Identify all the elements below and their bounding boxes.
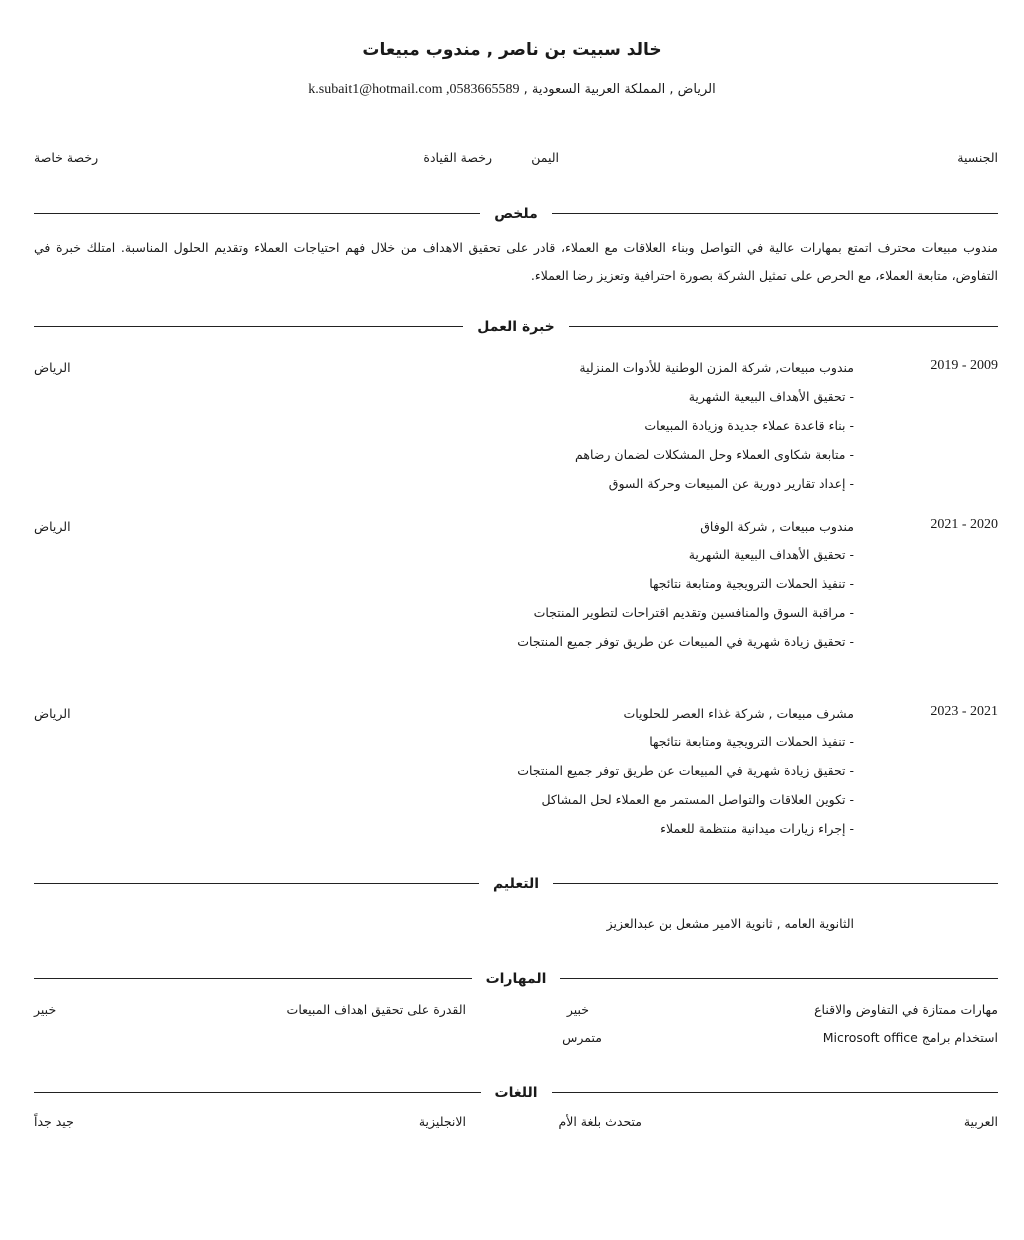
- job-location: الرياض: [34, 360, 71, 375]
- job-years: 2019 - 2009: [930, 358, 998, 373]
- experience-section-header: [34, 316, 998, 336]
- contact-location: الرياض , المملكة العربية السعودية ,: [523, 82, 716, 97]
- job-bullet: - تنفيذ الحملات الترويجية ومتابعة نتائجها: [649, 734, 854, 749]
- job-bullet: - تحقيق الأهداف البيعية الشهرية: [688, 547, 854, 562]
- license-label: رخصة القيادة: [423, 150, 492, 165]
- language-name: الانجليزية: [418, 1114, 466, 1129]
- skill-level: خبير: [566, 1002, 589, 1017]
- education-entry: الثانوية العامه , ثانوية الامير مشعل بن عبدالعزيز: [606, 916, 854, 931]
- contact-phone-email: k.subait1@hotmail.com ,0583665589: [308, 82, 520, 97]
- job-bullet: - تنفيذ الحملات الترويجية ومتابعة نتائجها: [649, 576, 854, 591]
- job-bullet: - تكوين العلاقات والتواصل المستمر مع العملاء لحل المشاكل: [541, 792, 854, 807]
- job-bullet: - إجراء زيارات ميدانية منتظمة للعملاء: [660, 821, 854, 836]
- language-name: العربية: [963, 1114, 998, 1129]
- job-location: الرياض: [34, 706, 71, 721]
- contact-line: [0, 82, 1024, 98]
- job-title: مندوب مبيعات , شركة الوفاق: [700, 519, 854, 534]
- job-bullet: - تحقيق زيادة شهرية في المبيعات عن طريق توفر جميع المنتجات: [517, 763, 854, 778]
- job-bullet: - بناء قاعدة عملاء جديدة وزيادة المبيعات: [644, 418, 854, 433]
- skill-name: مهارات ممتازة في التفاوض والاقناع: [814, 1002, 998, 1017]
- languages-title: اللغات: [481, 1085, 552, 1101]
- skills-section-header: [34, 968, 998, 988]
- language-level: جيد جداً: [34, 1114, 74, 1129]
- job-bullet: - متابعة شكاوى العملاء وحل المشكلات لضمان رضاهم: [575, 447, 854, 462]
- summary-title: ملخص: [480, 206, 552, 222]
- education-title: التعليم: [479, 876, 553, 892]
- summary-section-header: [34, 203, 998, 223]
- job-title: مندوب مبيعات, شركة المزن الوطنية للأدوات المنزلية: [579, 360, 854, 375]
- summary-text: مندوب مبيعات محترف اتمتع بمهارات عالية في التواصل وبناء العلاقات مع العملاء، قادر على تحقيق الاهداف من خلال فهم احتياجات العملاء وتقديم الحلول المناسبة. امتلك خبرة في التفاوض، متابعة العملاء، مع الحرص على تمثيل الشركة بصورة احترافية وتعزيز رضا العملاء.: [34, 240, 998, 283]
- languages-section-header: [34, 1082, 998, 1102]
- skill-level: متمرس: [562, 1030, 602, 1045]
- job-location: الرياض: [34, 519, 71, 534]
- experience-title: خبرة العمل: [463, 319, 569, 335]
- skills-title: المهارات: [472, 971, 561, 987]
- education-section-header: [34, 873, 998, 893]
- job-bullet: - مراقبة السوق والمنافسين وتقديم اقتراحات لتطوير المنتجات: [533, 605, 854, 620]
- job-bullet: - تحقيق الأهداف البيعية الشهرية: [688, 389, 854, 404]
- job-bullet: - إعداد تقارير دورية عن المبيعات وحركة السوق: [608, 476, 854, 491]
- skill-level: خبير: [34, 1002, 57, 1017]
- nationality-label: الجنسية: [957, 150, 998, 165]
- skill-name: استخدام برامج Microsoft office: [822, 1030, 998, 1045]
- candidate-name: خالد سبيت بن ناصر , مندوب مبيعات: [362, 40, 662, 60]
- nationality-value: اليمن: [531, 150, 559, 165]
- language-level: متحدث بلغة الأم: [558, 1114, 642, 1129]
- job-years: 2021 - 2020: [930, 517, 998, 532]
- skill-name: القدرة على تحقيق اهداف المبيعات: [286, 1002, 466, 1017]
- job-years: 2023 - 2021: [930, 704, 998, 719]
- job-title: مشرف مبيعات , شركة غذاء العصر للحلويات: [623, 706, 854, 721]
- license-value: رخصة خاصة: [34, 150, 99, 165]
- job-bullet: - تحقيق زيادة شهرية في المبيعات عن طريق توفر جميع المنتجات: [517, 634, 854, 649]
